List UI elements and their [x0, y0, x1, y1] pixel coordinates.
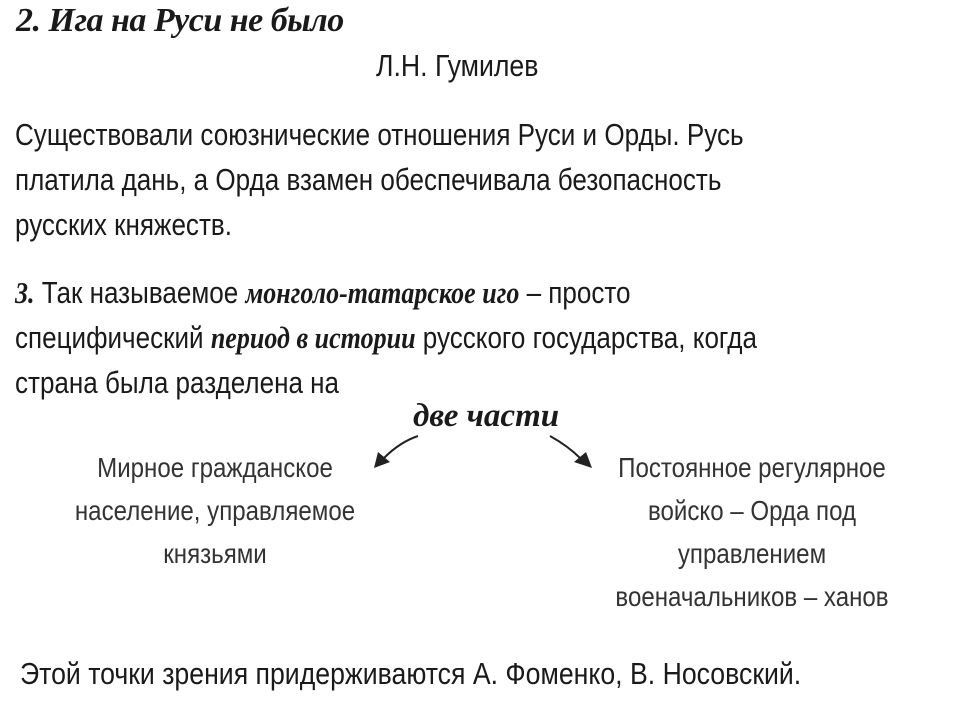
paragraph-line: русских княжеств. — [15, 207, 232, 242]
paragraph-line: платила дань, а Орда взамен обеспечивала безопасность — [15, 162, 722, 197]
paragraph-line: Существовали союзнические отношения Руси и Орды. Русь — [15, 117, 744, 152]
footer-note: Этой точки зрения придерживаются А. Фоменко, В. Носовский. — [20, 656, 802, 691]
right-part-line: войско – Орда под — [647, 495, 857, 526]
left-part — [30, 446, 400, 575]
left-part-line: князьями — [163, 538, 267, 569]
left-part-line: Мирное гражданское — [97, 452, 333, 483]
emphasis-term: монголо-татарское иго — [245, 275, 520, 310]
right-part-line: управлением — [677, 538, 827, 569]
right-part-line: Постоянное регулярное — [618, 452, 886, 483]
text-run: специфический — [15, 320, 211, 355]
section-number: 3. — [15, 275, 35, 310]
text-run: – просто — [519, 275, 631, 310]
paragraph-line: страна была разделена на — [15, 365, 340, 400]
left-part-line: население, управляемое — [74, 495, 356, 526]
right-part — [578, 446, 926, 618]
text-run: русского государства, когда — [415, 320, 757, 355]
author-name: Л.Н. Гумилев — [376, 48, 539, 83]
emphasis-term: период в истории — [210, 320, 416, 355]
right-part-line: военачальников – ханов — [615, 581, 889, 612]
split-label: две части — [413, 398, 560, 434]
text-run: Так называемое — [34, 275, 246, 310]
section-title: 2. Ига на Руси не было — [16, 2, 344, 39]
right-arrow-line — [550, 436, 580, 458]
